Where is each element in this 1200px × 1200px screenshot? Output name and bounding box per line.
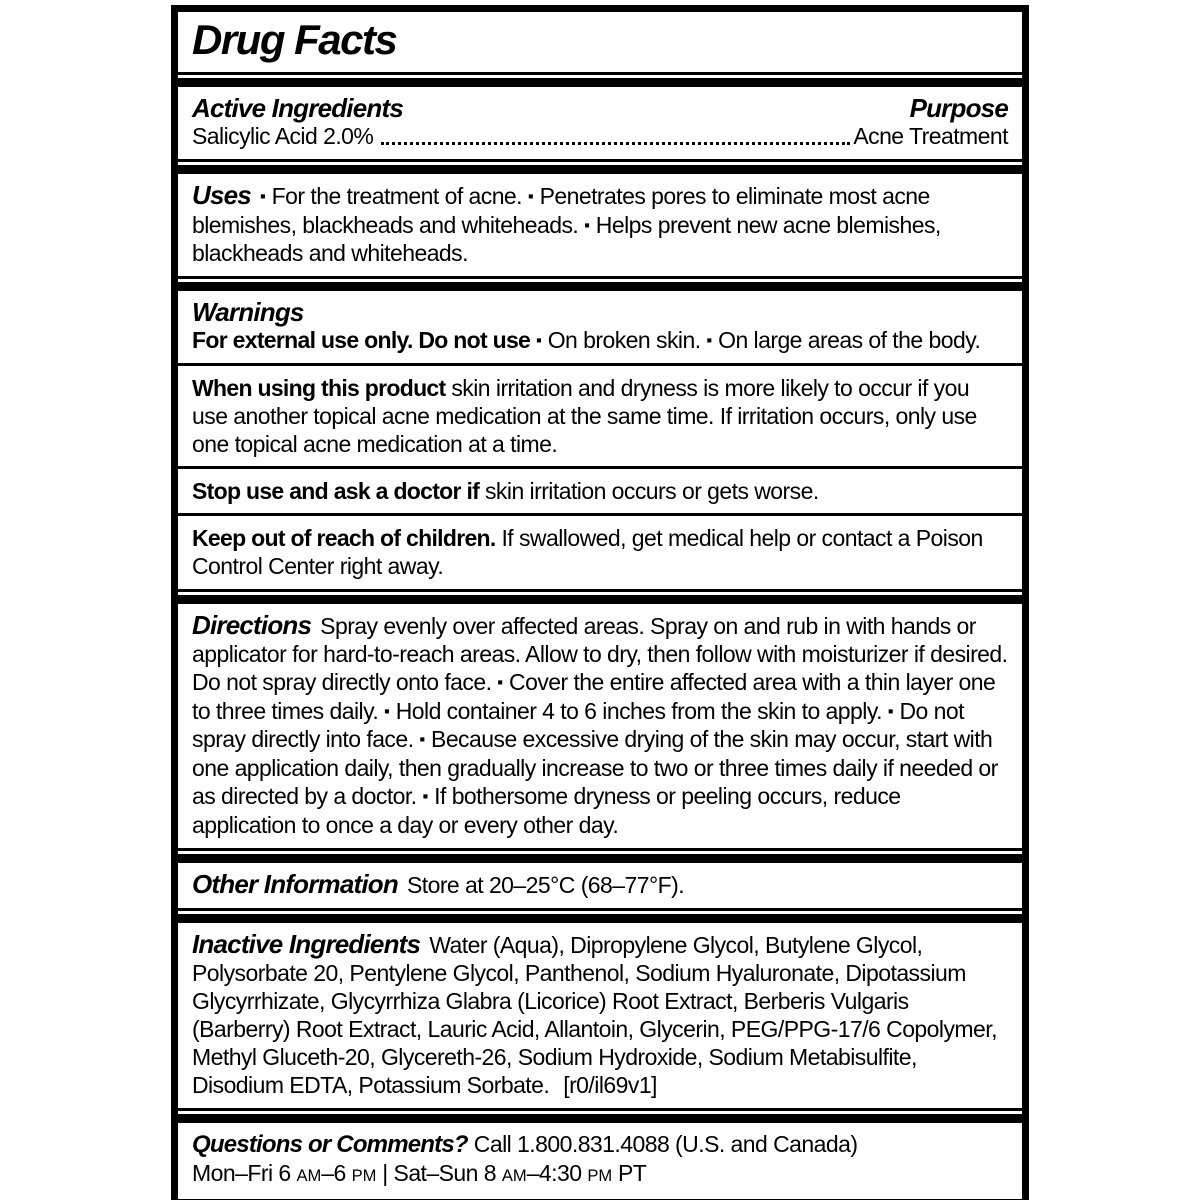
when-using-warning: When using this product skin irritation and dryness is more likely to occur if you use another topical acne medication at the same time. If irritation occurs, only use one topical acne medication at a time. (192, 375, 977, 458)
active-ingredients-section (178, 87, 1022, 159)
square-bullet-icon: ▪ (536, 331, 542, 351)
hours-line: Mon–Fri 6 AM–6 PM | Sat–Sun 8 AM–4:30 PM PT (192, 1159, 647, 1186)
label-revision-code: [r0/il69v1] (563, 1071, 657, 1098)
other-information-section (178, 863, 1022, 908)
square-bullet-icon: ▪ (419, 730, 426, 750)
external-use-warning: For external use only. Do not use ▪ On broken skin. ▪ On large areas of the body. (192, 327, 981, 354)
stop-use-warning: Stop use and ask a doctor if skin irritation occurs or gets worse. (192, 478, 819, 505)
drug-facts-label (171, 5, 1029, 1200)
active-ingredients-header-row (192, 94, 1008, 122)
inactive-ingredients-heading: Inactive Ingredients (192, 928, 421, 959)
inactive-ingredients-paragraph: Inactive Ingredients Water (Aqua), Dipropylene Glycol, Butylene Glycol, Polysorbate 20, Pentylene Glycol, Panthenol, Sodium Hyaluronate, Dipotassium Glycyrrhizate, Glycyrrhiza Glabra (Licorice) Root Extract, Berberis Vulgaris (Barberry) Root Extract, Lauric Acid, Allantoin, Glycerin, PEG/PPG-17/6 Copolymer, Methyl Gluceth-20, Glycereth-26, Sodium Hydroxide, Sodium Metabisulfite, Disodium EDTA, Potassium Sorbate. [r0/il69v1] (192, 928, 997, 1098)
drug-facts-title: Drug Facts (192, 16, 397, 63)
directions-paragraph: Directions Spray evenly over affected areas. Spray on and rub in with hands or applicator for hard-to-reach areas. Allow to dry, then follow with moisturizer if desired. Do not spray directly onto face. ▪ Cover the entire affected area with a thin layer one to three times daily. ▪ Hold container 4 to 6 inches from the skin to apply. ▪ Do not spray directly into face. ▪ Because excessive drying of the skin may occur, start with one application daily, then gradually increase to two or three times daily if needed or as directed by a doctor. ▪ If bothersome dryness or peeling occurs, reduce application to once a day or every other day. (192, 610, 1008, 838)
section-divider (178, 1108, 1022, 1123)
active-ingredients-heading: Active Ingredients (192, 93, 403, 123)
directions-heading: Directions (192, 610, 312, 641)
active-ingredient-name: Salicylic Acid 2.0% (192, 123, 374, 149)
active-ingredient-row (192, 122, 1008, 150)
section-divider (178, 72, 1022, 87)
inactive-ingredients-section (178, 923, 1022, 1108)
section-divider (178, 276, 1022, 291)
square-bullet-icon: ▪ (584, 215, 590, 235)
section-divider (178, 589, 1022, 604)
square-bullet-icon: ▪ (497, 672, 504, 692)
section-divider (178, 848, 1022, 863)
warning-bold-lead: When using this product (192, 375, 446, 402)
title-section (178, 12, 1022, 72)
uses-heading: Uses (192, 180, 251, 210)
section-divider (178, 159, 1022, 174)
warnings-heading: Warnings (192, 297, 304, 328)
warning-bold-lead: Keep out of reach of children. (192, 525, 496, 552)
square-bullet-icon: ▪ (422, 786, 429, 806)
square-bullet-icon: ▪ (887, 701, 894, 721)
meridiem-smallcaps: PM (351, 1165, 377, 1185)
keep-out-of-reach-warning: Keep out of reach of children. If swallowed, get medical help or contact a Poison Control Center right away. (192, 525, 983, 580)
square-bullet-icon: ▪ (259, 186, 266, 206)
meridiem-smallcaps: AM (501, 1165, 527, 1185)
warning-bold-lead: Stop use and ask a doctor if (192, 478, 480, 505)
questions-heading: Questions or Comments? (192, 1130, 468, 1158)
warnings-rule (178, 363, 1022, 366)
square-bullet-icon: ▪ (384, 701, 390, 721)
meridiem-smallcaps: AM (296, 1165, 322, 1185)
warnings-section (178, 291, 1022, 589)
other-information-paragraph (192, 870, 1008, 899)
uses-paragraph: Uses ▪ For the treatment of acne. ▪ Penetrates pores to eliminate most acne blemishes, blackheads and whiteheads. ▪ Helps prevent new acne blemishes, blackheads and whiteheads. (192, 180, 941, 267)
uses-section (178, 174, 1022, 276)
warnings-rule (178, 513, 1022, 516)
meridiem-smallcaps: PM (587, 1165, 613, 1185)
warnings-rule (178, 466, 1022, 469)
directions-section (178, 604, 1022, 848)
purpose-heading: Purpose (909, 93, 1008, 123)
square-bullet-icon: ▪ (527, 186, 534, 206)
warning-bold-lead: For external use only. Do not use (192, 327, 531, 354)
questions-line: Questions or Comments? Call 1.800.831.4088 (U.S. and Canada) (192, 1130, 858, 1158)
purpose-value: Acne Treatment (853, 123, 1008, 149)
questions-section (178, 1123, 1022, 1199)
other-information-heading: Other Information (192, 868, 398, 899)
dotted-leader (381, 142, 850, 145)
storage-text: Store at 20–25°C (68–77°F). (406, 871, 685, 898)
section-divider (178, 908, 1022, 923)
square-bullet-icon: ▪ (706, 331, 713, 351)
